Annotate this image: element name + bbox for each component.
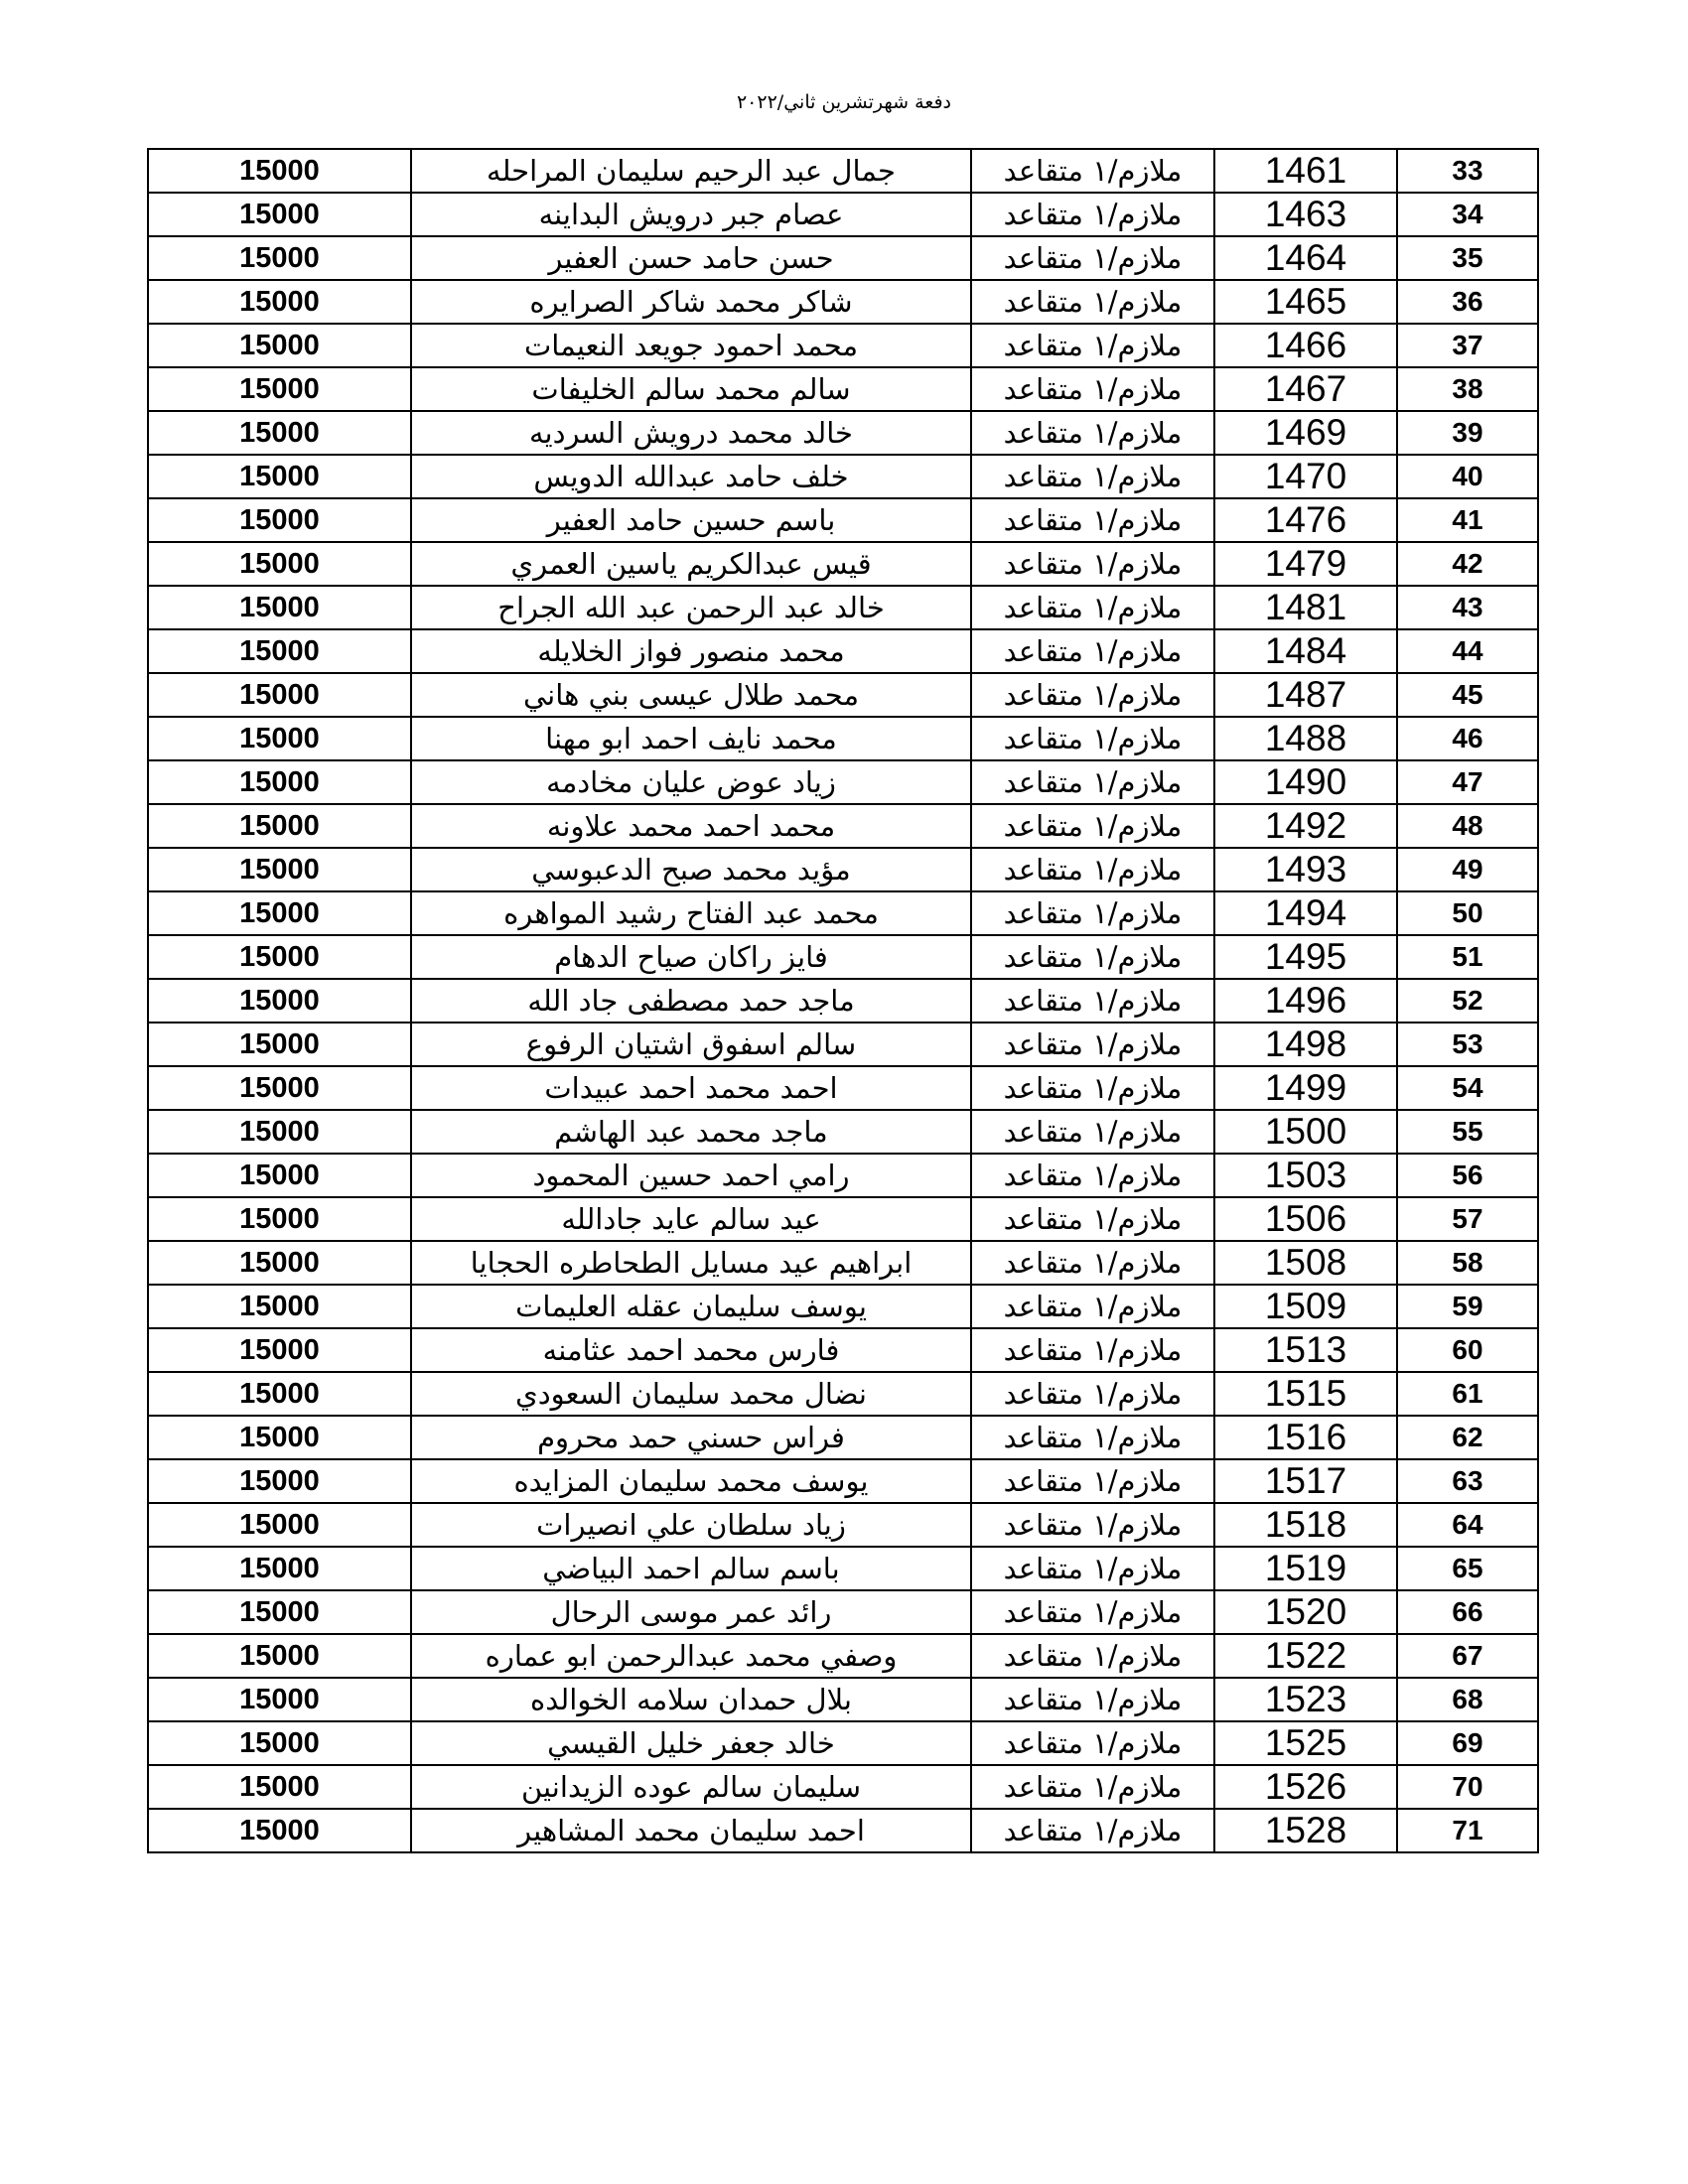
table-row [148, 1241, 1538, 1285]
sequence-cell: 67 [1397, 1634, 1538, 1678]
number-cell: 1506 [1214, 1197, 1397, 1241]
name-cell: ماجد محمد عبد الهاشم [411, 1110, 971, 1154]
number-cell: 1509 [1214, 1285, 1397, 1328]
amount-cell: 15000 [148, 455, 411, 498]
rank-cell: ملازم/١ متقاعد [971, 1809, 1214, 1852]
name-cell: فارس محمد احمد عثامنه [411, 1328, 971, 1372]
number-cell: 1513 [1214, 1328, 1397, 1372]
amount-cell: 15000 [148, 498, 411, 542]
table-row [148, 1590, 1538, 1634]
name-cell: رامي احمد حسين المحمود [411, 1154, 971, 1197]
number-cell: 1528 [1214, 1809, 1397, 1852]
name-cell: يوسف سليمان عقله العليمات [411, 1285, 971, 1328]
amount-cell: 15000 [148, 717, 411, 760]
rank-cell: ملازم/١ متقاعد [971, 149, 1214, 193]
rank-cell: ملازم/١ متقاعد [971, 411, 1214, 455]
name-cell: شاكر محمد شاكر الصرايره [411, 280, 971, 324]
name-cell: فراس حسني حمد محروم [411, 1416, 971, 1459]
rank-cell: ملازم/١ متقاعد [971, 498, 1214, 542]
amount-cell: 15000 [148, 1241, 411, 1285]
amount-cell: 15000 [148, 629, 411, 673]
amount-cell: 15000 [148, 1328, 411, 1372]
rank-cell: ملازم/١ متقاعد [971, 1547, 1214, 1590]
sequence-cell: 35 [1397, 236, 1538, 280]
number-cell: 1493 [1214, 848, 1397, 891]
sequence-cell: 65 [1397, 1547, 1538, 1590]
sequence-cell: 59 [1397, 1285, 1538, 1328]
number-cell: 1522 [1214, 1634, 1397, 1678]
number-cell: 1494 [1214, 891, 1397, 935]
table-row [148, 280, 1538, 324]
name-cell: محمد منصور فواز الخلايله [411, 629, 971, 673]
number-cell: 1469 [1214, 411, 1397, 455]
name-cell: احمد سليمان محمد المشاهير [411, 1809, 971, 1852]
amount-cell: 15000 [148, 324, 411, 367]
amount-cell: 15000 [148, 1809, 411, 1852]
number-cell: 1515 [1214, 1372, 1397, 1416]
rank-cell: ملازم/١ متقاعد [971, 1634, 1214, 1678]
sequence-cell: 50 [1397, 891, 1538, 935]
name-cell: عيد سالم عايد جادالله [411, 1197, 971, 1241]
amount-cell: 15000 [148, 935, 411, 979]
name-cell: محمد طلال عيسى بني هاني [411, 673, 971, 717]
amount-cell: 15000 [148, 1765, 411, 1809]
sequence-cell: 70 [1397, 1765, 1538, 1809]
table-row [148, 1285, 1538, 1328]
table-row [148, 324, 1538, 367]
table-row [148, 1197, 1538, 1241]
amount-cell: 15000 [148, 1154, 411, 1197]
rank-cell: ملازم/١ متقاعد [971, 1503, 1214, 1547]
name-cell: احمد محمد احمد عبيدات [411, 1066, 971, 1110]
rank-cell: ملازم/١ متقاعد [971, 1241, 1214, 1285]
rank-cell: ملازم/١ متقاعد [971, 804, 1214, 848]
table-row [148, 498, 1538, 542]
table-row [148, 1023, 1538, 1066]
sequence-cell: 54 [1397, 1066, 1538, 1110]
sequence-cell: 71 [1397, 1809, 1538, 1852]
sequence-cell: 36 [1397, 280, 1538, 324]
rank-cell: ملازم/١ متقاعد [971, 629, 1214, 673]
amount-cell: 15000 [148, 1459, 411, 1503]
name-cell: باسم سالم احمد البياضي [411, 1547, 971, 1590]
name-cell: خلف حامد عبدالله الدويس [411, 455, 971, 498]
rank-cell: ملازم/١ متقاعد [971, 324, 1214, 367]
amount-cell: 15000 [148, 367, 411, 411]
number-cell: 1492 [1214, 804, 1397, 848]
amount-cell: 15000 [148, 1590, 411, 1634]
number-cell: 1479 [1214, 542, 1397, 586]
number-cell: 1463 [1214, 193, 1397, 236]
sequence-cell: 51 [1397, 935, 1538, 979]
table-row [148, 1328, 1538, 1372]
rank-cell: ملازم/١ متقاعد [971, 193, 1214, 236]
name-cell: عصام جبر درويش البداينه [411, 193, 971, 236]
rank-cell: ملازم/١ متقاعد [971, 367, 1214, 411]
rank-cell: ملازم/١ متقاعد [971, 1197, 1214, 1241]
amount-cell: 15000 [148, 1634, 411, 1678]
name-cell: سالم محمد سالم الخليفات [411, 367, 971, 411]
rank-cell: ملازم/١ متقاعد [971, 1765, 1214, 1809]
table-row [148, 979, 1538, 1023]
amount-cell: 15000 [148, 760, 411, 804]
table-row [148, 149, 1538, 193]
name-cell: حسن حامد حسن العفير [411, 236, 971, 280]
amount-cell: 15000 [148, 1372, 411, 1416]
table-row [148, 193, 1538, 236]
name-cell: خالد محمد درويش السرديه [411, 411, 971, 455]
sequence-cell: 49 [1397, 848, 1538, 891]
amount-cell: 15000 [148, 848, 411, 891]
number-cell: 1470 [1214, 455, 1397, 498]
sequence-cell: 61 [1397, 1372, 1538, 1416]
table-row [148, 1459, 1538, 1503]
number-cell: 1518 [1214, 1503, 1397, 1547]
sequence-cell: 62 [1397, 1416, 1538, 1459]
table-row [148, 411, 1538, 455]
rank-cell: ملازم/١ متقاعد [971, 1459, 1214, 1503]
name-cell: ماجد حمد مصطفى جاد الله [411, 979, 971, 1023]
table-row [148, 1721, 1538, 1765]
amount-cell: 15000 [148, 1678, 411, 1721]
number-cell: 1523 [1214, 1678, 1397, 1721]
number-cell: 1464 [1214, 236, 1397, 280]
rank-cell: ملازم/١ متقاعد [971, 891, 1214, 935]
sequence-cell: 58 [1397, 1241, 1538, 1285]
payment-table-body [148, 149, 1538, 1852]
sequence-cell: 33 [1397, 149, 1538, 193]
rank-cell: ملازم/١ متقاعد [971, 586, 1214, 629]
table-row [148, 542, 1538, 586]
rank-cell: ملازم/١ متقاعد [971, 848, 1214, 891]
sequence-cell: 69 [1397, 1721, 1538, 1765]
name-cell: محمد عبد الفتاح رشيد المواهره [411, 891, 971, 935]
name-cell: خالد جعفر خليل القيسي [411, 1721, 971, 1765]
number-cell: 1488 [1214, 717, 1397, 760]
name-cell: نضال محمد سليمان السعودي [411, 1372, 971, 1416]
amount-cell: 15000 [148, 1023, 411, 1066]
rank-cell: ملازم/١ متقاعد [971, 236, 1214, 280]
number-cell: 1499 [1214, 1066, 1397, 1110]
sequence-cell: 64 [1397, 1503, 1538, 1547]
rank-cell: ملازم/١ متقاعد [971, 1066, 1214, 1110]
rank-cell: ملازم/١ متقاعد [971, 1678, 1214, 1721]
table-row [148, 1372, 1538, 1416]
amount-cell: 15000 [148, 280, 411, 324]
table-row [148, 848, 1538, 891]
page-title: دفعة شهرتشرين ثاني/٢٠٢٢ [736, 91, 952, 113]
number-cell: 1465 [1214, 280, 1397, 324]
rank-cell: ملازم/١ متقاعد [971, 717, 1214, 760]
number-cell: 1498 [1214, 1023, 1397, 1066]
sequence-cell: 47 [1397, 760, 1538, 804]
amount-cell: 15000 [148, 586, 411, 629]
table-row [148, 1678, 1538, 1721]
table-row [148, 891, 1538, 935]
number-cell: 1525 [1214, 1721, 1397, 1765]
name-cell: جمال عبد الرحيم سليمان المراحله [411, 149, 971, 193]
amount-cell: 15000 [148, 1066, 411, 1110]
sequence-cell: 55 [1397, 1110, 1538, 1154]
table-row [148, 673, 1538, 717]
sequence-cell: 66 [1397, 1590, 1538, 1634]
rank-cell: ملازم/١ متقاعد [971, 1154, 1214, 1197]
number-cell: 1466 [1214, 324, 1397, 367]
amount-cell: 15000 [148, 1547, 411, 1590]
table-row [148, 1809, 1538, 1852]
sequence-cell: 41 [1397, 498, 1538, 542]
amount-cell: 15000 [148, 804, 411, 848]
amount-cell: 15000 [148, 1285, 411, 1328]
table-row [148, 586, 1538, 629]
amount-cell: 15000 [148, 891, 411, 935]
table-row [148, 1066, 1538, 1110]
number-cell: 1519 [1214, 1547, 1397, 1590]
table-row [148, 1110, 1538, 1154]
rank-cell: ملازم/١ متقاعد [971, 542, 1214, 586]
sequence-cell: 57 [1397, 1197, 1538, 1241]
rank-cell: ملازم/١ متقاعد [971, 1328, 1214, 1372]
name-cell: قيس عبدالكريم ياسين العمري [411, 542, 971, 586]
name-cell: محمد احمد محمد علاونه [411, 804, 971, 848]
rank-cell: ملازم/١ متقاعد [971, 1590, 1214, 1634]
amount-cell: 15000 [148, 1721, 411, 1765]
sequence-cell: 40 [1397, 455, 1538, 498]
amount-cell: 15000 [148, 542, 411, 586]
sequence-cell: 52 [1397, 979, 1538, 1023]
rank-cell: ملازم/١ متقاعد [971, 1721, 1214, 1765]
table-row [148, 1547, 1538, 1590]
sequence-cell: 63 [1397, 1459, 1538, 1503]
rank-cell: ملازم/١ متقاعد [971, 979, 1214, 1023]
table-row [148, 1154, 1538, 1197]
number-cell: 1516 [1214, 1416, 1397, 1459]
rank-cell: ملازم/١ متقاعد [971, 673, 1214, 717]
sequence-cell: 48 [1397, 804, 1538, 848]
name-cell: سالم اسفوق اشتيان الرفوع [411, 1023, 971, 1066]
amount-cell: 15000 [148, 979, 411, 1023]
table-row [148, 455, 1538, 498]
table-row [148, 935, 1538, 979]
number-cell: 1520 [1214, 1590, 1397, 1634]
name-cell: باسم حسين حامد العفير [411, 498, 971, 542]
amount-cell: 15000 [148, 673, 411, 717]
table-row [148, 717, 1538, 760]
name-cell: فايز راكان صياح الدهام [411, 935, 971, 979]
number-cell: 1487 [1214, 673, 1397, 717]
sequence-cell: 39 [1397, 411, 1538, 455]
rank-cell: ملازم/١ متقاعد [971, 1023, 1214, 1066]
name-cell: يوسف محمد سليمان المزايده [411, 1459, 971, 1503]
name-cell: محمد نايف احمد ابو مهنا [411, 717, 971, 760]
name-cell: زياد عوض عليان مخادمه [411, 760, 971, 804]
number-cell: 1508 [1214, 1241, 1397, 1285]
sequence-cell: 38 [1397, 367, 1538, 411]
sequence-cell: 44 [1397, 629, 1538, 673]
name-cell: رائد عمر موسى الرحال [411, 1590, 971, 1634]
rank-cell: ملازم/١ متقاعد [971, 1372, 1214, 1416]
name-cell: خالد عبد الرحمن عبد الله الجراح [411, 586, 971, 629]
amount-cell: 15000 [148, 1110, 411, 1154]
number-cell: 1500 [1214, 1110, 1397, 1154]
number-cell: 1517 [1214, 1459, 1397, 1503]
table-row [148, 629, 1538, 673]
sequence-cell: 68 [1397, 1678, 1538, 1721]
rank-cell: ملازم/١ متقاعد [971, 455, 1214, 498]
table-row [148, 804, 1538, 848]
name-cell: محمد احمود جويعد النعيمات [411, 324, 971, 367]
number-cell: 1526 [1214, 1765, 1397, 1809]
name-cell: وصفي محمد عبدالرحمن ابو عماره [411, 1634, 971, 1678]
sequence-cell: 37 [1397, 324, 1538, 367]
number-cell: 1503 [1214, 1154, 1397, 1197]
name-cell: سليمان سالم عوده الزيدانين [411, 1765, 971, 1809]
number-cell: 1496 [1214, 979, 1397, 1023]
table-row [148, 236, 1538, 280]
table-row [148, 1503, 1538, 1547]
table-row [148, 367, 1538, 411]
rank-cell: ملازم/١ متقاعد [971, 935, 1214, 979]
amount-cell: 15000 [148, 411, 411, 455]
amount-cell: 15000 [148, 149, 411, 193]
table-row [148, 1416, 1538, 1459]
rank-cell: ملازم/١ متقاعد [971, 280, 1214, 324]
sequence-cell: 34 [1397, 193, 1538, 236]
name-cell: زياد سلطان علي انصيرات [411, 1503, 971, 1547]
amount-cell: 15000 [148, 1503, 411, 1547]
table-row [148, 1634, 1538, 1678]
number-cell: 1467 [1214, 367, 1397, 411]
number-cell: 1490 [1214, 760, 1397, 804]
number-cell: 1481 [1214, 586, 1397, 629]
sequence-cell: 53 [1397, 1023, 1538, 1066]
number-cell: 1461 [1214, 149, 1397, 193]
number-cell: 1495 [1214, 935, 1397, 979]
table-row [148, 1765, 1538, 1809]
sequence-cell: 60 [1397, 1328, 1538, 1372]
amount-cell: 15000 [148, 236, 411, 280]
name-cell: ابراهيم عيد مسايل الطحاطره الحجايا [411, 1241, 971, 1285]
table-row [148, 760, 1538, 804]
rank-cell: ملازم/١ متقاعد [971, 760, 1214, 804]
sequence-cell: 45 [1397, 673, 1538, 717]
sequence-cell: 43 [1397, 586, 1538, 629]
sequence-cell: 56 [1397, 1154, 1538, 1197]
amount-cell: 15000 [148, 1416, 411, 1459]
amount-cell: 15000 [148, 193, 411, 236]
name-cell: مؤيد محمد صبح الدعبوسي [411, 848, 971, 891]
name-cell: بلال حمدان سلامه الخوالده [411, 1678, 971, 1721]
amount-cell: 15000 [148, 1197, 411, 1241]
number-cell: 1476 [1214, 498, 1397, 542]
rank-cell: ملازم/١ متقاعد [971, 1416, 1214, 1459]
number-cell: 1484 [1214, 629, 1397, 673]
sequence-cell: 46 [1397, 717, 1538, 760]
sequence-cell: 42 [1397, 542, 1538, 586]
payment-table [147, 148, 1539, 1853]
rank-cell: ملازم/١ متقاعد [971, 1285, 1214, 1328]
rank-cell: ملازم/١ متقاعد [971, 1110, 1214, 1154]
